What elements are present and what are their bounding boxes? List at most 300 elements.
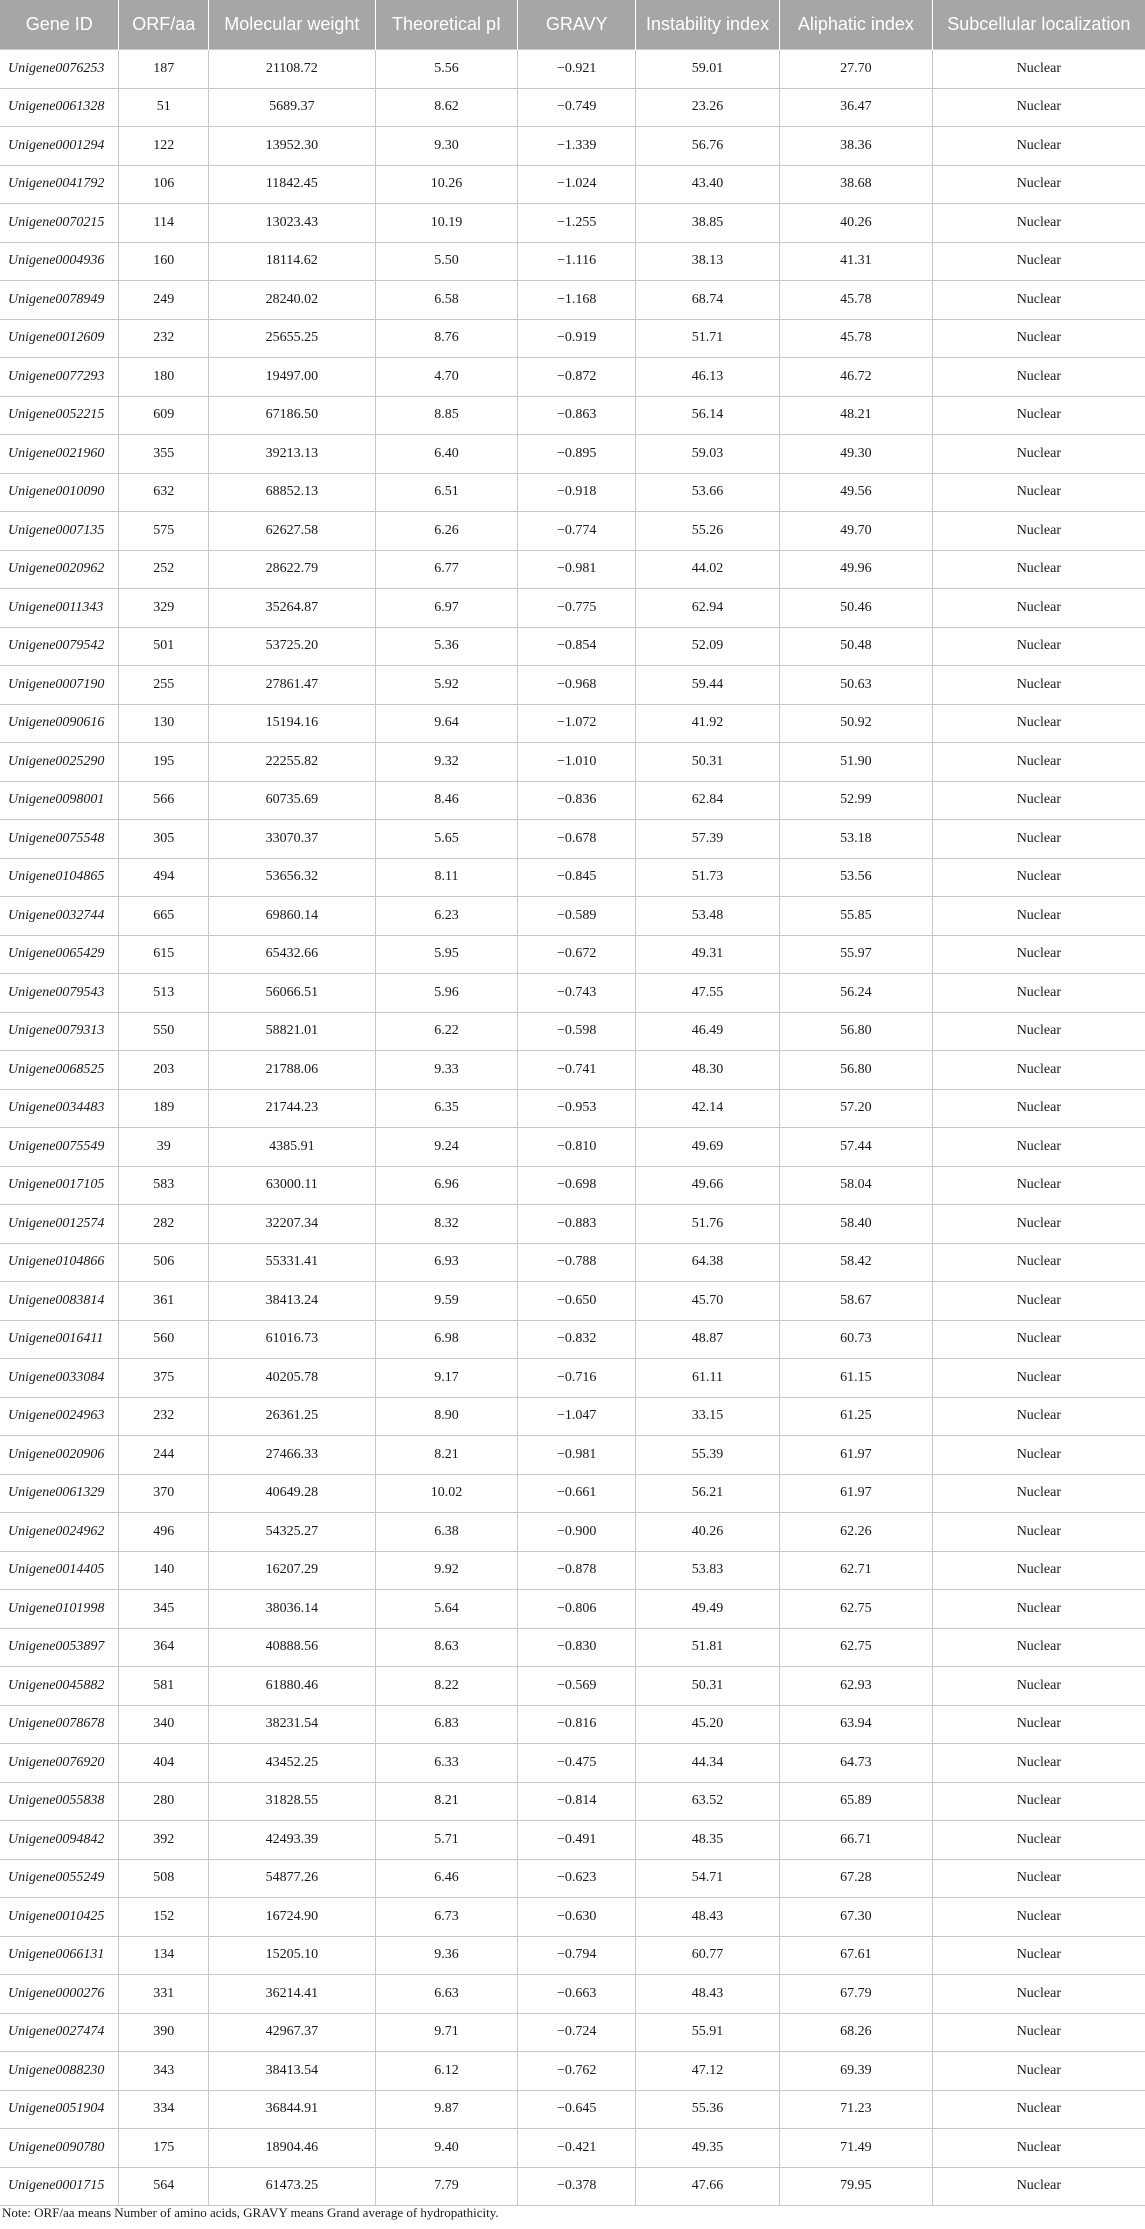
orf-cell: 39 [119,1128,209,1167]
theoretical-pi-cell: 8.21 [375,1782,518,1821]
gravy-cell: −0.806 [518,1590,636,1629]
aliphatic-index-cell: 61.25 [780,1397,933,1436]
theoretical-pi-cell: 8.32 [375,1205,518,1244]
molecular-weight-cell: 4385.91 [209,1128,376,1167]
molecular-weight-cell: 38036.14 [209,1590,376,1629]
table-row [0,242,1145,281]
theoretical-pi-cell: 5.36 [375,627,518,666]
localization-cell: Nuclear [932,1128,1145,1167]
theoretical-pi-cell: 6.96 [375,1166,518,1205]
aliphatic-index-cell: 62.71 [780,1551,933,1590]
instability-index-cell: 55.36 [635,2090,779,2129]
localization-cell: Nuclear [932,1975,1145,2014]
molecular-weight-cell: 15205.10 [209,1936,376,1975]
theoretical-pi-cell: 8.90 [375,1397,518,1436]
orf-cell: 329 [119,589,209,628]
table-row [0,319,1145,358]
molecular-weight-cell: 67186.50 [209,396,376,435]
table-row [0,1243,1145,1282]
instability-index-cell: 44.34 [635,1744,779,1783]
aliphatic-index-cell: 55.85 [780,897,933,936]
localization-cell: Nuclear [932,1474,1145,1513]
localization-cell: Nuclear [932,88,1145,127]
localization-cell: Nuclear [932,1898,1145,1937]
theoretical-pi-cell: 4.70 [375,358,518,397]
orf-cell: 583 [119,1166,209,1205]
gene-id-cell: Unigene0024962 [0,1513,119,1552]
orf-cell: 187 [119,50,209,89]
orf-cell: 513 [119,974,209,1013]
column-header: Aliphatic index [780,0,933,50]
table-row [0,435,1145,474]
aliphatic-index-cell: 49.70 [780,512,933,551]
aliphatic-index-cell: 67.30 [780,1898,933,1937]
gravy-cell: −0.623 [518,1859,636,1898]
theoretical-pi-cell: 6.40 [375,435,518,474]
localization-cell: Nuclear [932,589,1145,628]
gene-id-cell: Unigene0068525 [0,1051,119,1090]
molecular-weight-cell: 18904.46 [209,2129,376,2168]
gene-id-cell: Unigene0032744 [0,897,119,936]
instability-index-cell: 49.69 [635,1128,779,1167]
table-row [0,2090,1145,2129]
localization-cell: Nuclear [932,1397,1145,1436]
gene-id-cell: Unigene0012609 [0,319,119,358]
gene-id-cell: Unigene0001715 [0,2167,119,2206]
theoretical-pi-cell: 6.46 [375,1859,518,1898]
localization-cell: Nuclear [932,204,1145,243]
column-header: GRAVY [518,0,636,50]
gene-id-cell: Unigene0070215 [0,204,119,243]
gravy-cell: −0.743 [518,974,636,1013]
localization-cell: Nuclear [932,2052,1145,2091]
gene-id-cell: Unigene0010090 [0,473,119,512]
molecular-weight-cell: 36844.91 [209,2090,376,2129]
molecular-weight-cell: 26361.25 [209,1397,376,1436]
orf-cell: 340 [119,1705,209,1744]
instability-index-cell: 50.31 [635,743,779,782]
gene-id-cell: Unigene0020906 [0,1436,119,1475]
molecular-weight-cell: 62627.58 [209,512,376,551]
gravy-cell: −0.794 [518,1936,636,1975]
orf-cell: 195 [119,743,209,782]
table-row [0,396,1145,435]
gene-id-cell: Unigene0051904 [0,2090,119,2129]
table-row [0,88,1145,127]
gene-id-cell: Unigene0041792 [0,165,119,204]
gravy-cell: −0.762 [518,2052,636,2091]
aliphatic-index-cell: 49.30 [780,435,933,474]
localization-cell: Nuclear [932,1320,1145,1359]
instability-index-cell: 49.31 [635,935,779,974]
molecular-weight-cell: 36214.41 [209,1975,376,2014]
orf-cell: 345 [119,1590,209,1629]
instability-index-cell: 64.38 [635,1243,779,1282]
localization-cell: Nuclear [932,1089,1145,1128]
localization-cell: Nuclear [932,127,1145,166]
instability-index-cell: 56.14 [635,396,779,435]
molecular-weight-cell: 42967.37 [209,2013,376,2052]
gravy-cell: −0.832 [518,1320,636,1359]
localization-cell: Nuclear [932,1243,1145,1282]
table-row [0,1205,1145,1244]
localization-cell: Nuclear [932,1205,1145,1244]
instability-index-cell: 49.49 [635,1590,779,1629]
table-row [0,743,1145,782]
theoretical-pi-cell: 9.33 [375,1051,518,1090]
instability-index-cell: 48.35 [635,1821,779,1860]
theoretical-pi-cell: 9.87 [375,2090,518,2129]
theoretical-pi-cell: 5.65 [375,820,518,859]
theoretical-pi-cell: 8.63 [375,1628,518,1667]
instability-index-cell: 55.91 [635,2013,779,2052]
gene-id-cell: Unigene0076253 [0,50,119,89]
localization-cell: Nuclear [932,1359,1145,1398]
gene-id-cell: Unigene0066131 [0,1936,119,1975]
gravy-cell: −0.630 [518,1898,636,1937]
molecular-weight-cell: 63000.11 [209,1166,376,1205]
theoretical-pi-cell: 8.11 [375,858,518,897]
aliphatic-index-cell: 53.18 [780,820,933,859]
theoretical-pi-cell: 6.51 [375,473,518,512]
table-row [0,666,1145,705]
aliphatic-index-cell: 58.40 [780,1205,933,1244]
gene-id-cell: Unigene0000276 [0,1975,119,2014]
column-header: Instability index [635,0,779,50]
gene-id-cell: Unigene0079543 [0,974,119,1013]
molecular-weight-cell: 25655.25 [209,319,376,358]
localization-cell: Nuclear [932,242,1145,281]
gene-id-cell: Unigene0045882 [0,1667,119,1706]
table-row [0,1051,1145,1090]
gravy-cell: −0.953 [518,1089,636,1128]
localization-cell: Nuclear [932,1051,1145,1090]
theoretical-pi-cell: 6.93 [375,1243,518,1282]
localization-cell: Nuclear [932,858,1145,897]
theoretical-pi-cell: 6.97 [375,589,518,628]
gravy-cell: −0.661 [518,1474,636,1513]
table-row [0,1551,1145,1590]
table-row [0,589,1145,628]
instability-index-cell: 53.83 [635,1551,779,1590]
localization-cell: Nuclear [932,1667,1145,1706]
theoretical-pi-cell: 6.73 [375,1898,518,1937]
gravy-cell: −0.650 [518,1282,636,1321]
orf-cell: 550 [119,1012,209,1051]
table-row [0,935,1145,974]
gene-id-cell: Unigene0079542 [0,627,119,666]
theoretical-pi-cell: 6.58 [375,281,518,320]
theoretical-pi-cell: 7.79 [375,2167,518,2206]
aliphatic-index-cell: 71.49 [780,2129,933,2168]
gene-id-cell: Unigene0078678 [0,1705,119,1744]
instability-index-cell: 55.39 [635,1436,779,1475]
localization-cell: Nuclear [932,1551,1145,1590]
gene-id-cell: Unigene0075549 [0,1128,119,1167]
gravy-cell: −0.421 [518,2129,636,2168]
molecular-weight-cell: 42493.39 [209,1821,376,1860]
instability-index-cell: 48.43 [635,1975,779,2014]
molecular-weight-cell: 40649.28 [209,1474,376,1513]
gravy-cell: −0.900 [518,1513,636,1552]
orf-cell: 122 [119,127,209,166]
aliphatic-index-cell: 58.04 [780,1166,933,1205]
table-row [0,627,1145,666]
gravy-cell: −0.981 [518,1436,636,1475]
localization-cell: Nuclear [932,550,1145,589]
instability-index-cell: 53.66 [635,473,779,512]
molecular-weight-cell: 11842.45 [209,165,376,204]
orf-cell: 390 [119,2013,209,2052]
localization-cell: Nuclear [932,2013,1145,2052]
orf-cell: 232 [119,1397,209,1436]
gene-id-cell: Unigene0033084 [0,1359,119,1398]
orf-cell: 282 [119,1205,209,1244]
theoretical-pi-cell: 6.22 [375,1012,518,1051]
gravy-cell: −1.047 [518,1397,636,1436]
gravy-cell: −0.895 [518,435,636,474]
localization-cell: Nuclear [932,666,1145,705]
orf-cell: 175 [119,2129,209,2168]
localization-cell: Nuclear [932,1782,1145,1821]
gene-id-cell: Unigene0090616 [0,704,119,743]
orf-cell: 334 [119,2090,209,2129]
localization-cell: Nuclear [932,1859,1145,1898]
instability-index-cell: 45.20 [635,1705,779,1744]
theoretical-pi-cell: 5.96 [375,974,518,1013]
instability-index-cell: 49.66 [635,1166,779,1205]
aliphatic-index-cell: 62.26 [780,1513,933,1552]
aliphatic-index-cell: 36.47 [780,88,933,127]
localization-cell: Nuclear [932,627,1145,666]
molecular-weight-cell: 21744.23 [209,1089,376,1128]
instability-index-cell: 56.76 [635,127,779,166]
table-row [0,1474,1145,1513]
localization-cell: Nuclear [932,435,1145,474]
orf-cell: 331 [119,1975,209,2014]
table-row [0,2013,1145,2052]
localization-cell: Nuclear [932,1513,1145,1552]
aliphatic-index-cell: 41.31 [780,242,933,281]
molecular-weight-cell: 53656.32 [209,858,376,897]
gravy-cell: −0.741 [518,1051,636,1090]
orf-cell: 361 [119,1282,209,1321]
table-row [0,281,1145,320]
orf-cell: 404 [119,1744,209,1783]
table-row [0,1282,1145,1321]
molecular-weight-cell: 54325.27 [209,1513,376,1552]
localization-cell: Nuclear [932,781,1145,820]
table-row [0,2167,1145,2206]
aliphatic-index-cell: 67.61 [780,1936,933,1975]
table-header [0,0,1145,50]
gene-id-cell: Unigene0020962 [0,550,119,589]
instability-index-cell: 59.44 [635,666,779,705]
table-row [0,512,1145,551]
gravy-cell: −0.589 [518,897,636,936]
instability-index-cell: 63.52 [635,1782,779,1821]
theoretical-pi-cell: 8.21 [375,1436,518,1475]
theoretical-pi-cell: 6.77 [375,550,518,589]
instability-index-cell: 52.09 [635,627,779,666]
aliphatic-index-cell: 68.26 [780,2013,933,2052]
orf-cell: 160 [119,242,209,281]
instability-index-cell: 53.48 [635,897,779,936]
gravy-cell: −0.491 [518,1821,636,1860]
theoretical-pi-cell: 6.83 [375,1705,518,1744]
gene-id-cell: Unigene0075548 [0,820,119,859]
orf-cell: 355 [119,435,209,474]
table-row [0,2129,1145,2168]
instability-index-cell: 46.49 [635,1012,779,1051]
gravy-cell: −0.716 [518,1359,636,1398]
aliphatic-index-cell: 69.39 [780,2052,933,2091]
orf-cell: 494 [119,858,209,897]
gravy-cell: −0.774 [518,512,636,551]
orf-cell: 575 [119,512,209,551]
localization-cell: Nuclear [932,1590,1145,1629]
molecular-weight-cell: 38231.54 [209,1705,376,1744]
orf-cell: 114 [119,204,209,243]
localization-cell: Nuclear [932,473,1145,512]
molecular-weight-cell: 5689.37 [209,88,376,127]
orf-cell: 249 [119,281,209,320]
orf-cell: 632 [119,473,209,512]
localization-cell: Nuclear [932,897,1145,936]
aliphatic-index-cell: 46.72 [780,358,933,397]
molecular-weight-cell: 56066.51 [209,974,376,1013]
gravy-cell: −0.678 [518,820,636,859]
orf-cell: 152 [119,1898,209,1937]
gene-id-cell: Unigene0077293 [0,358,119,397]
gene-id-cell: Unigene0083814 [0,1282,119,1321]
table-row [0,820,1145,859]
gene-id-cell: Unigene0012574 [0,1205,119,1244]
gene-id-cell: Unigene0061328 [0,88,119,127]
localization-cell: Nuclear [932,704,1145,743]
gravy-cell: −0.749 [518,88,636,127]
molecular-weight-cell: 35264.87 [209,589,376,628]
gravy-cell: −1.010 [518,743,636,782]
gravy-cell: −0.863 [518,396,636,435]
theoretical-pi-cell: 5.64 [375,1590,518,1629]
table-row [0,1397,1145,1436]
instability-index-cell: 51.73 [635,858,779,897]
gene-id-cell: Unigene0076920 [0,1744,119,1783]
gene-id-cell: Unigene0024963 [0,1397,119,1436]
orf-cell: 581 [119,1667,209,1706]
table-row [0,704,1145,743]
gene-id-cell: Unigene0027474 [0,2013,119,2052]
table-row [0,358,1145,397]
orf-cell: 134 [119,1936,209,1975]
aliphatic-index-cell: 56.80 [780,1012,933,1051]
orf-cell: 180 [119,358,209,397]
gravy-cell: −0.810 [518,1128,636,1167]
aliphatic-index-cell: 71.23 [780,2090,933,2129]
orf-cell: 280 [119,1782,209,1821]
molecular-weight-cell: 13023.43 [209,204,376,243]
aliphatic-index-cell: 38.68 [780,165,933,204]
gene-id-cell: Unigene0104866 [0,1243,119,1282]
instability-index-cell: 60.77 [635,1936,779,1975]
table-row [0,1590,1145,1629]
localization-cell: Nuclear [932,1166,1145,1205]
orf-cell: 305 [119,820,209,859]
instability-index-cell: 54.71 [635,1859,779,1898]
gene-id-cell: Unigene0025290 [0,743,119,782]
gene-id-cell: Unigene0104865 [0,858,119,897]
table-row [0,1898,1145,1937]
table-row [0,1705,1145,1744]
table-row [0,1166,1145,1205]
gravy-cell: −0.724 [518,2013,636,2052]
orf-cell: 130 [119,704,209,743]
aliphatic-index-cell: 56.24 [780,974,933,1013]
molecular-weight-cell: 61016.73 [209,1320,376,1359]
table-row [0,1628,1145,1667]
table-note: Note: ORF/aa means Number of amino acids, GRAVY means Grand average of hydropathicity. [2,2205,499,2220]
theoretical-pi-cell: 9.71 [375,2013,518,2052]
orf-cell: 665 [119,897,209,936]
instability-index-cell: 38.13 [635,242,779,281]
gene-id-cell: Unigene0016411 [0,1320,119,1359]
instability-index-cell: 59.03 [635,435,779,474]
instability-index-cell: 40.26 [635,1513,779,1552]
gravy-cell: −0.663 [518,1975,636,2014]
aliphatic-index-cell: 65.89 [780,1782,933,1821]
molecular-weight-cell: 27861.47 [209,666,376,705]
instability-index-cell: 47.55 [635,974,779,1013]
table-row [0,165,1145,204]
gravy-cell: −1.339 [518,127,636,166]
gravy-cell: −0.830 [518,1628,636,1667]
gravy-cell: −0.475 [518,1744,636,1783]
aliphatic-index-cell: 50.48 [780,627,933,666]
column-header: Molecular weight [209,0,376,50]
aliphatic-index-cell: 45.78 [780,319,933,358]
table-row [0,1359,1145,1398]
molecular-weight-cell: 21788.06 [209,1051,376,1090]
theoretical-pi-cell: 5.95 [375,935,518,974]
instability-index-cell: 62.84 [635,781,779,820]
instability-index-cell: 48.87 [635,1320,779,1359]
gene-id-cell: Unigene0034483 [0,1089,119,1128]
aliphatic-index-cell: 27.70 [780,50,933,89]
aliphatic-index-cell: 61.15 [780,1359,933,1398]
localization-cell: Nuclear [932,1012,1145,1051]
instability-index-cell: 43.40 [635,165,779,204]
aliphatic-index-cell: 50.92 [780,704,933,743]
aliphatic-index-cell: 57.44 [780,1128,933,1167]
gravy-cell: −0.569 [518,1667,636,1706]
gene-id-cell: Unigene0011343 [0,589,119,628]
instability-index-cell: 48.30 [635,1051,779,1090]
gravy-cell: −0.872 [518,358,636,397]
orf-cell: 189 [119,1089,209,1128]
molecular-weight-cell: 19497.00 [209,358,376,397]
table-row [0,473,1145,512]
theoretical-pi-cell: 6.63 [375,1975,518,2014]
instability-index-cell: 47.12 [635,2052,779,2091]
column-header: Theoretical pI [375,0,518,50]
orf-cell: 375 [119,1359,209,1398]
gene-id-cell: Unigene0052215 [0,396,119,435]
orf-cell: 140 [119,1551,209,1590]
aliphatic-index-cell: 58.42 [780,1243,933,1282]
header-row [0,0,1145,50]
theoretical-pi-cell: 9.59 [375,1282,518,1321]
